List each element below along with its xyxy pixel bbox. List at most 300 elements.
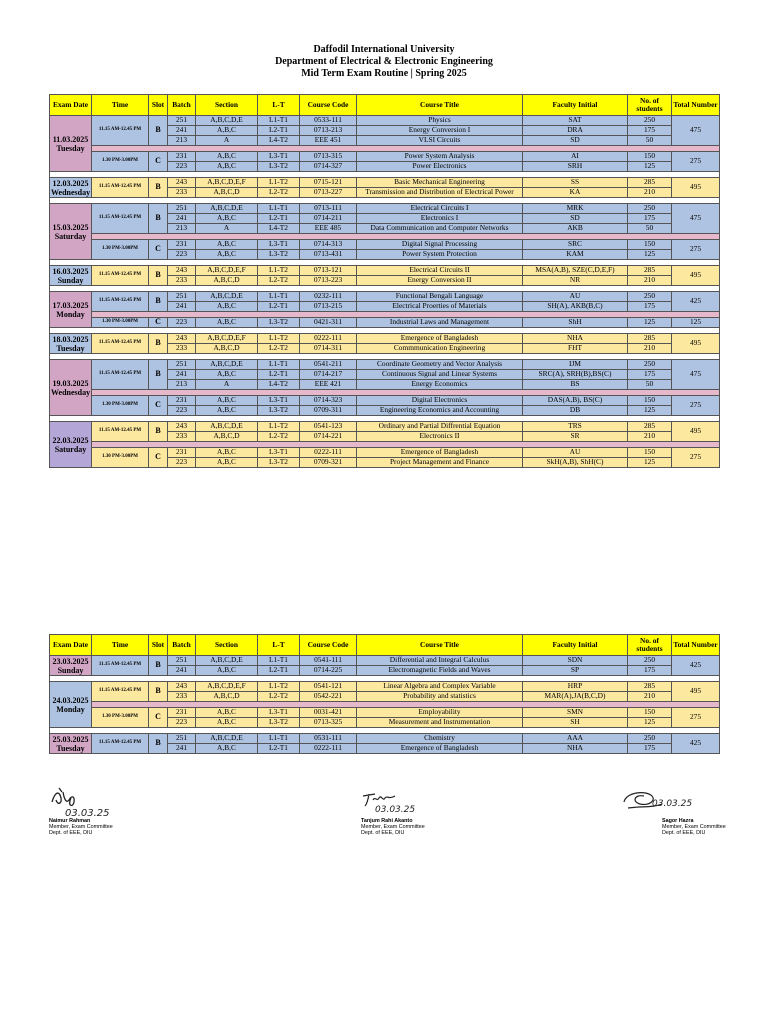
- total-number: 425: [672, 292, 720, 312]
- student-count: 285: [628, 422, 672, 432]
- exam-date: 25.03.2025: [52, 734, 89, 744]
- course-title: Functional Bengali Language: [357, 292, 523, 302]
- section: A,B,C,D: [196, 692, 258, 702]
- batch: 233: [168, 432, 196, 442]
- table-header-row: [50, 95, 720, 116]
- total-number: 275: [672, 448, 720, 468]
- student-count: 175: [628, 126, 672, 136]
- exam-time: 11.15 AM-12.45 PM: [92, 334, 149, 354]
- student-count: 285: [628, 334, 672, 344]
- level-term: L3-T2: [258, 718, 300, 728]
- section: A,B,C: [196, 718, 258, 728]
- exam-time: 11.15 AM-12.45 PM: [92, 266, 149, 286]
- svg-text:03.03.25: 03.03.25: [652, 799, 693, 809]
- table-row: [50, 266, 720, 276]
- faculty-initial: SD: [523, 214, 628, 224]
- batch: 233: [168, 188, 196, 198]
- batch: 223: [168, 318, 196, 328]
- section: A,B,C,D,E,F: [196, 334, 258, 344]
- student-count: 250: [628, 204, 672, 214]
- batch: 231: [168, 708, 196, 718]
- level-term: L1-T1: [258, 360, 300, 370]
- section: A,B,C,D,E: [196, 204, 258, 214]
- section: A,B,C,D,E: [196, 422, 258, 432]
- section: A,B,C,D,E: [196, 292, 258, 302]
- exam-slot: C: [149, 152, 168, 172]
- signature-block-1: [49, 786, 119, 837]
- course-title: Ordinary and Partial Diffrential Equation: [357, 422, 523, 432]
- faculty-initial: SkH(A,B), ShH(C): [523, 458, 628, 468]
- table-row: [50, 178, 720, 188]
- course-title: Linear Algebra and Complex Variable: [357, 682, 523, 692]
- exam-time: 1.30 PM-3.00PM: [92, 448, 149, 468]
- level-term: L1-T1: [258, 116, 300, 126]
- student-count: 125: [628, 162, 672, 172]
- table-row: [50, 204, 720, 214]
- exam-slot: B: [149, 422, 168, 442]
- student-count: 150: [628, 708, 672, 718]
- column-header: Time: [92, 635, 149, 656]
- course-code: 0709-311: [300, 406, 357, 416]
- section: A,B,C,D,E: [196, 116, 258, 126]
- faculty-initial: KA: [523, 188, 628, 198]
- section: A: [196, 380, 258, 390]
- column-header: Faculty Initial: [523, 95, 628, 116]
- column-header: Time: [92, 95, 149, 116]
- level-term: L3-T1: [258, 152, 300, 162]
- routine-table-1: [49, 94, 720, 468]
- column-header: Course Code: [300, 95, 357, 116]
- section: A,B,C: [196, 448, 258, 458]
- exam-weekday: Sunday: [57, 665, 84, 675]
- table-row: [50, 334, 720, 344]
- course-code: 0714-327: [300, 162, 357, 172]
- faculty-initial: NR: [523, 276, 628, 286]
- faculty-initial: DRA: [523, 126, 628, 136]
- signer-role: Member, Exam Committee: [662, 824, 726, 831]
- batch: 251: [168, 204, 196, 214]
- course-title: Electrical Circuits I: [357, 204, 523, 214]
- level-term: L3-T2: [258, 406, 300, 416]
- signer-name: Sagor Hazra: [662, 818, 694, 824]
- course-code: 0714-225: [300, 666, 357, 676]
- batch: 223: [168, 458, 196, 468]
- total-number: 475: [672, 360, 720, 390]
- course-title: Power Electronics: [357, 162, 523, 172]
- level-term: L3-T2: [258, 458, 300, 468]
- course-title: Energy Conversion II: [357, 276, 523, 286]
- total-number: 275: [672, 708, 720, 728]
- course-title: Employability: [357, 708, 523, 718]
- level-term: L2-T1: [258, 214, 300, 224]
- exam-weekday: Wednesday: [51, 387, 91, 397]
- exam-slot: B: [149, 682, 168, 702]
- table-row: [50, 708, 720, 718]
- column-header: Slot: [149, 635, 168, 656]
- level-term: L2-T2: [258, 344, 300, 354]
- exam-slot: B: [149, 178, 168, 198]
- batch: 233: [168, 692, 196, 702]
- student-count: 250: [628, 734, 672, 744]
- section: A,B,C,D,E: [196, 360, 258, 370]
- batch: 241: [168, 126, 196, 136]
- table-header-row: [50, 635, 720, 656]
- section: A,B,C,D,E: [196, 734, 258, 744]
- table-row: [50, 360, 720, 370]
- faculty-initial: AI: [523, 152, 628, 162]
- batch: 241: [168, 370, 196, 380]
- table-row: [50, 448, 720, 458]
- course-title: Digital Signal Processing: [357, 240, 523, 250]
- course-title: Emergence of Bangladesh: [357, 448, 523, 458]
- exam-slot: B: [149, 734, 168, 754]
- course-code: 0713-215: [300, 302, 357, 312]
- column-header: Faculty Initial: [523, 635, 628, 656]
- batch: 231: [168, 152, 196, 162]
- faculty-initial: BS: [523, 380, 628, 390]
- batch: 243: [168, 266, 196, 276]
- course-code: 0542-221: [300, 692, 357, 702]
- exam-time: 11.15 AM-12.45 PM: [92, 292, 149, 312]
- table-row: [50, 292, 720, 302]
- total-number: 495: [672, 178, 720, 198]
- course-title: Energy Conversion I: [357, 126, 523, 136]
- faculty-initial: MSA(A,B), SZE(C,D,E,F): [523, 266, 628, 276]
- course-title: Data Communication and Computer Networks: [357, 224, 523, 234]
- student-count: 210: [628, 692, 672, 702]
- table-row: [50, 422, 720, 432]
- course-code: 0714-323: [300, 396, 357, 406]
- total-number: 495: [672, 266, 720, 286]
- course-code: 0713-213: [300, 126, 357, 136]
- exam-date: 19.03.2025: [52, 378, 89, 388]
- total-number: 475: [672, 116, 720, 146]
- handwritten-signature-2: [361, 786, 431, 818]
- faculty-initial: NHA: [523, 334, 628, 344]
- exam-weekday: Sunday: [57, 275, 84, 285]
- section: A,B,C: [196, 370, 258, 380]
- table-row: [50, 116, 720, 126]
- exam-time: 11.15 AM-12.45 PM: [92, 360, 149, 390]
- table-row: [50, 656, 720, 666]
- course-title: Chemistry: [357, 734, 523, 744]
- batch: 243: [168, 682, 196, 692]
- batch: 231: [168, 240, 196, 250]
- course-code: EEE 421: [300, 380, 357, 390]
- course-title: Project Management and Finance: [357, 458, 523, 468]
- total-number: 495: [672, 334, 720, 354]
- section: A,B,C: [196, 240, 258, 250]
- student-count: 250: [628, 360, 672, 370]
- student-count: 175: [628, 744, 672, 754]
- course-code: 0232-111: [300, 292, 357, 302]
- course-title: Commmunication Engineering: [357, 344, 523, 354]
- student-count: 250: [628, 116, 672, 126]
- column-header: Course Title: [357, 635, 523, 656]
- section: A,B,C: [196, 708, 258, 718]
- section: A,B,C: [196, 250, 258, 260]
- student-count: 150: [628, 152, 672, 162]
- table-row: [50, 682, 720, 692]
- student-count: 175: [628, 666, 672, 676]
- level-term: L1-T1: [258, 656, 300, 666]
- exam-time: 11.15 AM-12.45 PM: [92, 682, 149, 702]
- course-code: 0713-325: [300, 718, 357, 728]
- student-count: 175: [628, 302, 672, 312]
- section: A,B,C: [196, 126, 258, 136]
- faculty-initial: IJM: [523, 360, 628, 370]
- course-title: Electronics II: [357, 432, 523, 442]
- section: A,B,C: [196, 458, 258, 468]
- course-code: 0714-217: [300, 370, 357, 380]
- batch: 233: [168, 344, 196, 354]
- exam-date-cell: [50, 178, 92, 198]
- section: A,B,C: [196, 302, 258, 312]
- exam-slot: B: [149, 266, 168, 286]
- level-term: L1-T2: [258, 682, 300, 692]
- course-title: Electronics I: [357, 214, 523, 224]
- level-term: L1-T2: [258, 422, 300, 432]
- course-code: EEE 451: [300, 136, 357, 146]
- batch: 251: [168, 656, 196, 666]
- exam-weekday: Saturday: [54, 231, 87, 241]
- level-term: L4-T2: [258, 136, 300, 146]
- table-row: [50, 734, 720, 744]
- level-term: L2-T1: [258, 666, 300, 676]
- course-title: Continuous Signal and Linear Systems: [357, 370, 523, 380]
- course-title: Emergence of Bangladesh: [357, 334, 523, 344]
- exam-time: 1.30 PM-3.00PM: [92, 318, 149, 328]
- exam-time: 11.15 AM-12.45 PM: [92, 422, 149, 442]
- faculty-initial: SRC: [523, 240, 628, 250]
- level-term: L4-T2: [258, 224, 300, 234]
- student-count: 125: [628, 458, 672, 468]
- section: A: [196, 224, 258, 234]
- course-code: 0541-211: [300, 360, 357, 370]
- exam-date-cell: [50, 422, 92, 468]
- column-header: Batch: [168, 635, 196, 656]
- exam-slot: B: [149, 360, 168, 390]
- exam-slot: C: [149, 240, 168, 260]
- course-title: Electrical Circuits II: [357, 266, 523, 276]
- batch: 251: [168, 292, 196, 302]
- batch: 241: [168, 302, 196, 312]
- student-count: 50: [628, 224, 672, 234]
- course-title: Engineering Economics and Accounting: [357, 406, 523, 416]
- student-count: 150: [628, 240, 672, 250]
- faculty-initial: TRS: [523, 422, 628, 432]
- student-count: 210: [628, 276, 672, 286]
- section: A,B,C: [196, 214, 258, 224]
- level-term: L2-T2: [258, 692, 300, 702]
- svg-text:03.03.25: 03.03.25: [375, 805, 416, 815]
- level-term: L1-T1: [258, 734, 300, 744]
- student-count: 50: [628, 380, 672, 390]
- faculty-initial: SS: [523, 178, 628, 188]
- batch: 251: [168, 360, 196, 370]
- section: A,B,C,D,E,F: [196, 266, 258, 276]
- course-code: 0531-111: [300, 734, 357, 744]
- course-title: VLSI Circuits: [357, 136, 523, 146]
- faculty-initial: SRH: [523, 162, 628, 172]
- level-term: L2-T2: [258, 432, 300, 442]
- signer-dept: Dept. of EEE, DIU: [49, 830, 93, 837]
- section: A,B,C: [196, 666, 258, 676]
- exam-slot: B: [149, 334, 168, 354]
- batch: 231: [168, 448, 196, 458]
- faculty-initial: SDN: [523, 656, 628, 666]
- batch: 213: [168, 380, 196, 390]
- batch: 243: [168, 422, 196, 432]
- column-header: Section: [196, 95, 258, 116]
- faculty-initial: SH: [523, 718, 628, 728]
- section: A,B,C: [196, 744, 258, 754]
- exam-date-cell: [50, 116, 92, 172]
- exam-date-cell: [50, 292, 92, 328]
- course-code: 0715-121: [300, 178, 357, 188]
- faculty-initial: AKB: [523, 224, 628, 234]
- faculty-initial: AU: [523, 292, 628, 302]
- course-code: 0714-211: [300, 214, 357, 224]
- signer-dept: Dept. of EEE, DIU: [361, 830, 405, 837]
- exam-date: 12.03.2025: [52, 178, 89, 188]
- exam-date: 23.03.2025: [52, 656, 89, 666]
- course-title: Differential and Integral Calculus: [357, 656, 523, 666]
- course-title: Emergence of Bangladesh: [357, 744, 523, 754]
- signature-block-2: [361, 786, 431, 837]
- total-number: 495: [672, 682, 720, 702]
- column-header: L-T: [258, 635, 300, 656]
- batch: 241: [168, 214, 196, 224]
- column-header: No. of students: [628, 95, 672, 116]
- exam-weekday: Monday: [56, 309, 85, 319]
- level-term: L2-T1: [258, 744, 300, 754]
- signer-role: Member, Exam Committee: [49, 824, 113, 831]
- course-code: 0222-111: [300, 448, 357, 458]
- course-code: 0421-311: [300, 318, 357, 328]
- faculty-initial: AAA: [523, 734, 628, 744]
- exam-time: 11.15 AM-12.45 PM: [92, 656, 149, 676]
- exam-date: 11.03.2025: [52, 134, 89, 144]
- faculty-initial: MAR(A),JA(B,C,D): [523, 692, 628, 702]
- course-code: 0714-311: [300, 344, 357, 354]
- level-term: L2-T1: [258, 302, 300, 312]
- level-term: L3-T1: [258, 448, 300, 458]
- course-title: Physics: [357, 116, 523, 126]
- level-term: L3-T1: [258, 396, 300, 406]
- course-title: Energy Economics: [357, 380, 523, 390]
- column-header: Section: [196, 635, 258, 656]
- faculty-initial: AU: [523, 448, 628, 458]
- student-count: 250: [628, 292, 672, 302]
- handwritten-signature-3: [622, 786, 702, 818]
- exam-time: 11.15 AM-12.45 PM: [92, 204, 149, 234]
- faculty-initial: ShH: [523, 318, 628, 328]
- batch: 213: [168, 136, 196, 146]
- course-code: 0541-123: [300, 422, 357, 432]
- section: A,B,C,D,E: [196, 656, 258, 666]
- batch: 223: [168, 162, 196, 172]
- course-code: 0714-221: [300, 432, 357, 442]
- column-header: Course Code: [300, 635, 357, 656]
- student-count: 125: [628, 250, 672, 260]
- total-number: 125: [672, 318, 720, 328]
- routine-title: Mid Term Exam Routine | Spring 2025: [301, 68, 467, 79]
- level-term: L3-T2: [258, 162, 300, 172]
- course-title: Electrical Proerties of Materials: [357, 302, 523, 312]
- course-code: 0031-421: [300, 708, 357, 718]
- batch: 231: [168, 396, 196, 406]
- signer-role: Member, Exam Committee: [361, 824, 425, 831]
- student-count: 250: [628, 656, 672, 666]
- routine-table-2: [49, 634, 720, 754]
- course-code: EEE 485: [300, 224, 357, 234]
- course-code: 0709-321: [300, 458, 357, 468]
- signer-name: Naimur Rahman: [49, 818, 91, 824]
- faculty-initial: DB: [523, 406, 628, 416]
- faculty-initial: SD: [523, 136, 628, 146]
- exam-slot: C: [149, 318, 168, 328]
- level-term: L1-T2: [258, 334, 300, 344]
- section: A,B,C: [196, 396, 258, 406]
- exam-slot: B: [149, 204, 168, 234]
- exam-weekday: Saturday: [54, 444, 87, 454]
- exam-slot: C: [149, 708, 168, 728]
- batch: 223: [168, 406, 196, 416]
- level-term: L2-T2: [258, 276, 300, 286]
- faculty-initial: SAT: [523, 116, 628, 126]
- course-title: Transmission and Distribution of Electrical Power: [357, 188, 523, 198]
- course-title: Power System Protection: [357, 250, 523, 260]
- faculty-initial: HRP: [523, 682, 628, 692]
- student-count: 175: [628, 214, 672, 224]
- course-title: Power System Analysis: [357, 152, 523, 162]
- student-count: 210: [628, 432, 672, 442]
- student-count: 125: [628, 406, 672, 416]
- batch: 241: [168, 744, 196, 754]
- student-count: 175: [628, 370, 672, 380]
- student-count: 210: [628, 344, 672, 354]
- course-code: 0713-111: [300, 204, 357, 214]
- faculty-initial: KAM: [523, 250, 628, 260]
- course-code: 0713-431: [300, 250, 357, 260]
- section: A,B,C,D: [196, 432, 258, 442]
- faculty-initial: SRC(A), SRH(B),BS(C): [523, 370, 628, 380]
- faculty-initial: SR: [523, 432, 628, 442]
- exam-date: 24.03.2025: [52, 695, 89, 705]
- student-count: 210: [628, 188, 672, 198]
- batch: 223: [168, 250, 196, 260]
- exam-time: 11.15 AM-12.45 PM: [92, 734, 149, 754]
- faculty-initial: SMN: [523, 708, 628, 718]
- level-term: L1-T1: [258, 292, 300, 302]
- university-name: Daffodil International University: [313, 44, 455, 55]
- column-header: Batch: [168, 95, 196, 116]
- column-header: Exam Date: [50, 635, 92, 656]
- course-title: Electromagnetic Fields and Waves: [357, 666, 523, 676]
- level-term: L2-T2: [258, 188, 300, 198]
- course-code: 0541-121: [300, 682, 357, 692]
- exam-date: 22.03.2025: [52, 435, 89, 445]
- exam-date-cell: [50, 656, 92, 676]
- total-number: 425: [672, 734, 720, 754]
- total-number: 275: [672, 152, 720, 172]
- student-count: 125: [628, 718, 672, 728]
- exam-date: 18.03.2025: [52, 334, 89, 344]
- exam-slot: C: [149, 396, 168, 416]
- course-title: Probability and statistics: [357, 692, 523, 702]
- level-term: L1-T2: [258, 178, 300, 188]
